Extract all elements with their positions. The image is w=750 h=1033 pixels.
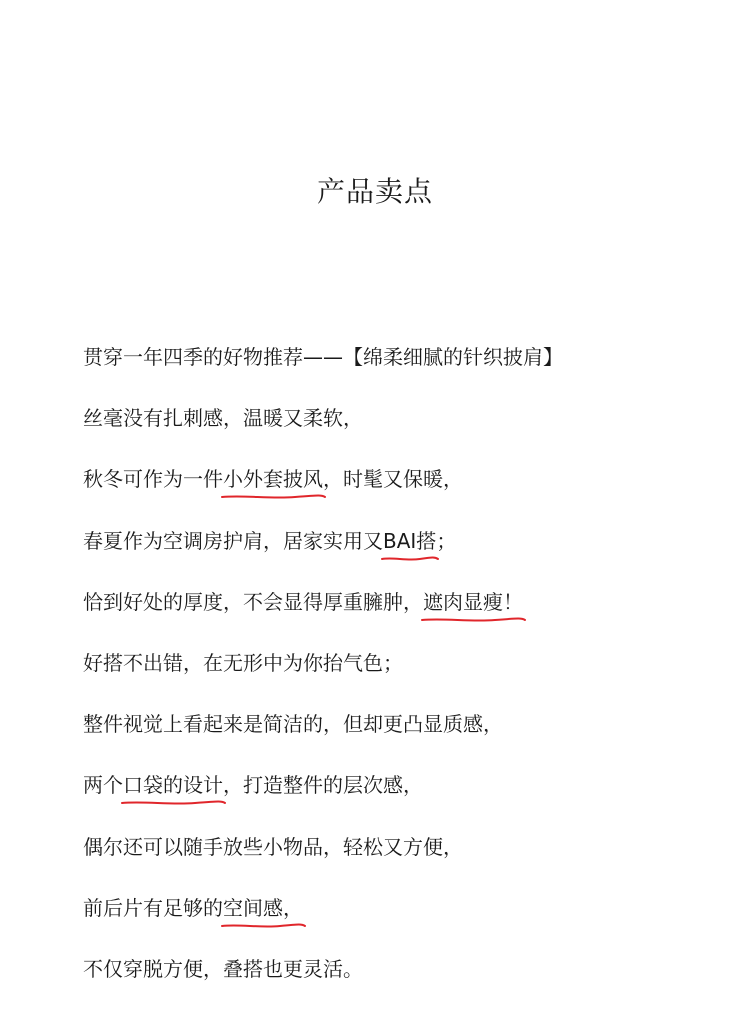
- red-underline-mark: [120, 798, 228, 812]
- red-underline-mark: [220, 921, 308, 935]
- text-segment: 偶尔还可以随手放些小物品，轻松又方便，: [83, 834, 463, 859]
- text-segment: 不仅穿脱方便，叠搭也更灵活。: [83, 957, 363, 981]
- text-segment: 整件视觉上看起来是简洁的，但却更凸显质感，: [83, 712, 503, 737]
- text-segment: 秋冬可作为一件: [83, 467, 223, 492]
- underline-stroke: [122, 802, 225, 804]
- highlighted-phrase: 空间感，: [223, 893, 303, 923]
- text-segment: 恰到好处的厚度，不会显得厚重臃肿，: [83, 589, 423, 614]
- text-line: [83, 648, 403, 678]
- text-line: [83, 403, 363, 433]
- text-segment: 前后片有足够的: [83, 895, 223, 920]
- text-line: [83, 770, 423, 800]
- underline-stroke: [222, 496, 325, 498]
- underline-stroke: [382, 557, 438, 559]
- text-line: [83, 526, 456, 556]
- text-line: [83, 954, 363, 984]
- highlighted-phrase: 口袋的设计: [123, 770, 223, 800]
- text-segment: 丝毫没有扎刺感，温暖又柔软，: [83, 406, 363, 431]
- red-underline-mark: [420, 615, 528, 629]
- highlighted-phrase: 遮肉显瘦！: [423, 587, 523, 617]
- text-segment: 贯穿一年四季的好物推荐——【绵柔细腻的针织披肩】: [83, 345, 563, 369]
- underline-stroke: [422, 618, 525, 620]
- text-line: [83, 709, 503, 739]
- underline-stroke: [222, 924, 305, 926]
- red-underline-mark: [380, 554, 441, 568]
- red-underline-mark: [220, 492, 328, 506]
- text-segment: ，打造整件的层次感，: [223, 773, 423, 798]
- text-line: [83, 832, 463, 862]
- page-title: 产品卖点: [316, 175, 433, 208]
- text-segment: 春夏作为空调房护肩，居家实用又: [83, 528, 383, 553]
- text-line: [83, 464, 463, 494]
- highlighted-phrase: BAI搭: [383, 526, 436, 556]
- text-segment: 两个: [83, 773, 123, 798]
- text-line: [83, 893, 303, 923]
- text-segment: 好搭不出错，在无形中为你抬气色；: [83, 651, 403, 675]
- text-segment: ，时髦又保暖，: [323, 467, 463, 492]
- text-line: [83, 587, 523, 617]
- text-line: [83, 342, 563, 372]
- text-segment: ；: [436, 528, 457, 553]
- highlighted-phrase: 小外套披风: [223, 464, 323, 494]
